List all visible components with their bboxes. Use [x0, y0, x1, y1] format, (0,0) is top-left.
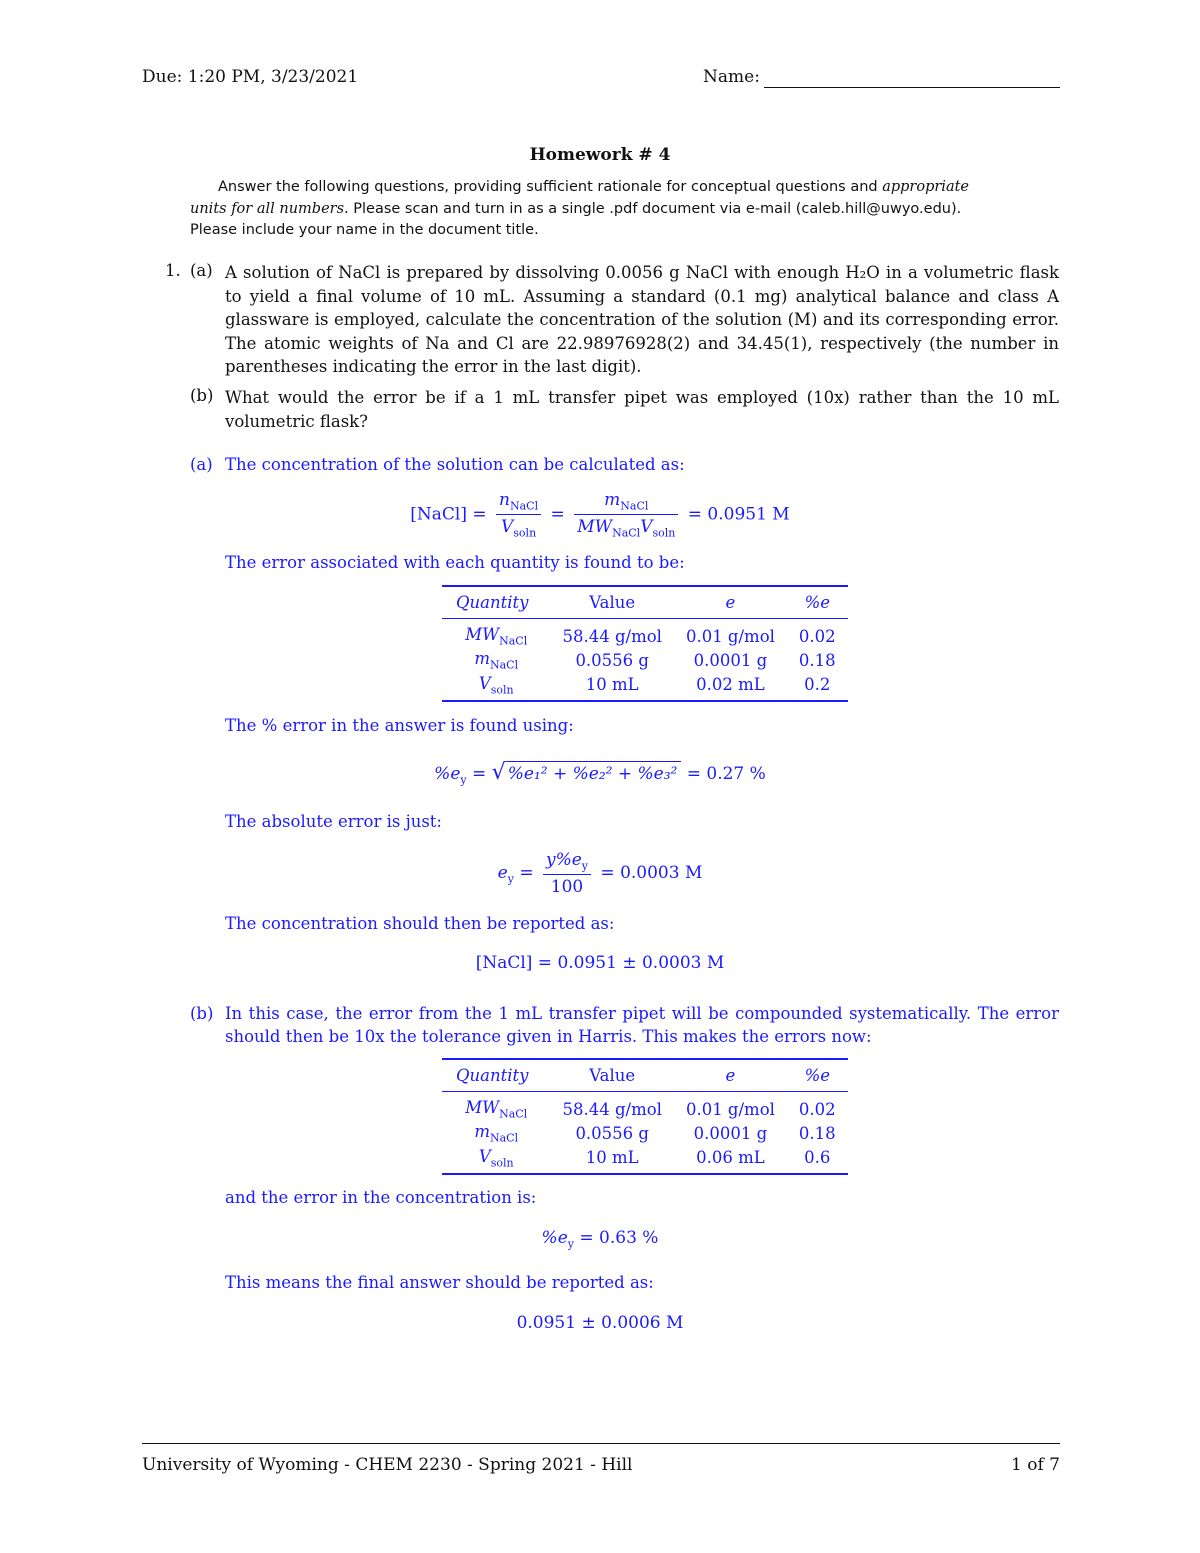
eq3-den: 100 — [550, 877, 584, 898]
footer-rule — [142, 1443, 1060, 1444]
eq1-num1-sub: NaCl — [510, 499, 539, 513]
table-cell-value: 58.44 g/mol — [562, 1099, 662, 1119]
eq3-lhs: e — [497, 863, 508, 884]
table-cell-error: 0.01 g/mol — [685, 1099, 775, 1119]
page-number: 1 of 7 — [1011, 1455, 1060, 1475]
answer-b-intro: In this case, the error from the 1 mL transfer pipet will be compounded systematically. The error should then be 10x the tolerance given in Harris. This makes the errors now: — [225, 1004, 1059, 1046]
table-cell-pct-error: 0.18 — [798, 650, 836, 670]
eq1-den2b: V — [640, 517, 653, 538]
table-cell-value: 0.0556 g — [575, 650, 649, 670]
report-intro: The concentration should then be reported as: — [225, 914, 615, 933]
table-b-header-e: e — [674, 1059, 787, 1092]
table-cell-pct-error: 0.6 — [787, 1146, 848, 1174]
eq1-den1: V — [501, 517, 514, 538]
eq1-den2b-sub: soln — [652, 526, 676, 540]
table-cell-quantity: m — [474, 1122, 490, 1142]
table-cell-pct-error: 0.18 — [798, 1123, 836, 1143]
instructions — [190, 177, 1010, 242]
table-cell-error: 0.06 mL — [674, 1146, 787, 1174]
eq2-radicand: %e₁² + %e₂² + %e₃² — [506, 761, 682, 784]
question-a-text: A solution of NaCl is prepared by dissolving 0.0056 g NaCl with enough H₂O in a volumetric flask to yield a final volume of 10 mL. Assuming a standard (0.1 mg) analytical balance and class A glassware is employed, calculate the concentration of the solution (M) and its corresponding error. The atomic weights of Na and Cl are 22.98976928(2) and 34.45(1), respectively (the number in parentheses indicating the error in the last digit). — [225, 263, 1059, 376]
eq5-lhs-sub: y — [567, 1237, 574, 1251]
table-cell-error: 0.01 g/mol — [685, 626, 775, 646]
table-cell-value: 58.44 g/mol — [562, 626, 662, 646]
answer-b-label: (b) — [190, 1004, 214, 1023]
name-line — [764, 87, 1060, 88]
table-cell-pct-error: 0.02 — [798, 626, 836, 646]
error-table-b-wrap — [442, 1058, 848, 1175]
table-a-header-value: Value — [550, 586, 673, 619]
intro-line1: Answer the following questions, providing sufficient rationale for conceptual questions and — [218, 179, 883, 195]
error-table-a-wrap — [442, 585, 848, 702]
intro-emph1: appropriate — [882, 179, 969, 195]
table-cell-quantity: V — [478, 673, 491, 693]
sqrt-icon: √ — [491, 760, 506, 785]
table-cell-quantity-sub: NaCl — [499, 634, 528, 648]
table-row — [442, 648, 848, 672]
table-row — [442, 619, 848, 649]
table-cell-quantity-sub: NaCl — [490, 1131, 519, 1145]
table-cell-quantity: V — [478, 1146, 491, 1166]
eq1-num2-sub: NaCl — [620, 499, 649, 513]
eq1-equals: = — [550, 504, 565, 525]
error-table-b — [442, 1058, 848, 1175]
eq1-result: = 0.0951 M — [687, 504, 790, 525]
pct-error-equation: $\%e_y$ = √ %e₁² + %e₂² + %e₃² = 0.27 % — [434, 760, 766, 787]
pct-error-intro: The % error in the answer is found using: — [225, 716, 574, 735]
eq1-num1: n — [499, 490, 510, 510]
eq1-fraction-2 — [574, 490, 678, 540]
question-a-label: (a) — [190, 261, 213, 280]
table-cell-value: 0.0556 g — [575, 1123, 649, 1143]
error-table-a — [442, 585, 848, 702]
table-cell-pct-error: 0.02 — [798, 1099, 836, 1119]
table-cell-quantity-sub: NaCl — [490, 658, 519, 672]
eq2-lhs: %e — [434, 764, 461, 784]
page-title: Homework # 4 — [529, 145, 671, 165]
table-cell-pct-error: 0.2 — [787, 673, 848, 701]
question-b-text: What would the error be if a 1 mL transfer pipet was employed (10x) rather than the 10 mL volumetric flask? — [225, 388, 1059, 431]
eq3-result: = 0.0003 M — [600, 863, 703, 884]
eq3-lhs-sub: y — [507, 872, 514, 886]
eq3-num: y%e — [545, 850, 582, 870]
table-a-header-pct-e: %e — [787, 586, 848, 619]
table-cell-quantity-sub: soln — [490, 1155, 514, 1169]
eq1-den1-sub: soln — [513, 526, 537, 540]
question-number: 1. — [165, 261, 181, 280]
footer-course: University of Wyoming - CHEM 2230 - Spring 2021 - Hill — [142, 1455, 633, 1475]
eq1-den2a: MW — [577, 517, 613, 538]
intro-line2: Please scan and turn in as a single .pdf document via e-mail (caleb.hill@uwyo.edu). — [348, 200, 962, 217]
table-cell-error: 0.0001 g — [693, 1123, 768, 1143]
table-a-header-e: e — [674, 586, 787, 619]
conc-error-equation — [0, 1228, 1200, 1250]
table-cell-quantity: MW — [465, 1098, 500, 1117]
eq5-lhs: %e — [541, 1228, 568, 1248]
table-cell-error: 0.02 mL — [674, 673, 787, 701]
eq5-result: = 0.63 % — [579, 1228, 659, 1248]
eq2-result: = 0.27 % — [686, 764, 766, 784]
table-cell-quantity: MW — [465, 625, 500, 644]
conc-error-intro: and the error in the concentration is: — [225, 1188, 537, 1207]
eq3-num-sub: y — [581, 859, 589, 873]
table-row — [442, 673, 848, 701]
table-cell-value: 10 mL — [550, 673, 673, 701]
concentration-equation — [0, 490, 1200, 540]
table-b-header-pct-e: %e — [787, 1059, 848, 1092]
answer-a-label: (a) — [190, 455, 213, 474]
table-b-header-quantity: Quantity — [442, 1059, 550, 1092]
table-b-header-value: Value — [550, 1059, 673, 1092]
error-intro: The error associated with each quantity is found to be: — [225, 553, 685, 572]
question-b-label: (b) — [190, 386, 214, 405]
table-cell-quantity: m — [474, 649, 490, 669]
intro-line3: Please include your name in the document title. — [190, 222, 539, 238]
abs-error-equation: $e_y$ = $\frac{y\%e_y}{100}$ = 0.0003 M — [497, 850, 703, 898]
eq1-num2: m — [604, 490, 621, 510]
final-answer: 0.0951 ± 0.0006 M — [516, 1313, 684, 1333]
table-row — [442, 1121, 848, 1145]
eq2-lhs-sub: y — [460, 773, 467, 787]
table-row — [442, 1146, 848, 1174]
name-label: Name: — [703, 67, 760, 87]
due-date: Due: 1:20 PM, 3/23/2021 — [142, 67, 359, 87]
answer-a-intro: The concentration of the solution can be calculated as: — [225, 455, 685, 474]
eq1-lhs: [NaCl] = — [410, 504, 487, 525]
eq3-fraction — [543, 850, 591, 897]
report-equation: [NaCl] = 0.0951 ± 0.0003 M — [475, 953, 725, 973]
eq1-den2a-sub: NaCl — [612, 526, 641, 540]
eq1-fraction-1 — [496, 490, 541, 540]
final-intro: This means the final answer should be reported as: — [225, 1273, 654, 1292]
table-a-header-quantity: Quantity — [442, 586, 550, 619]
table-cell-quantity-sub: NaCl — [499, 1107, 528, 1121]
table-row — [442, 1092, 848, 1122]
table-cell-value: 10 mL — [550, 1146, 673, 1174]
table-cell-quantity-sub: soln — [490, 682, 514, 696]
abs-error-intro: The absolute error is just: — [225, 812, 442, 831]
table-cell-error: 0.0001 g — [693, 650, 768, 670]
intro-emph2: units for all numbers. — [190, 200, 349, 217]
